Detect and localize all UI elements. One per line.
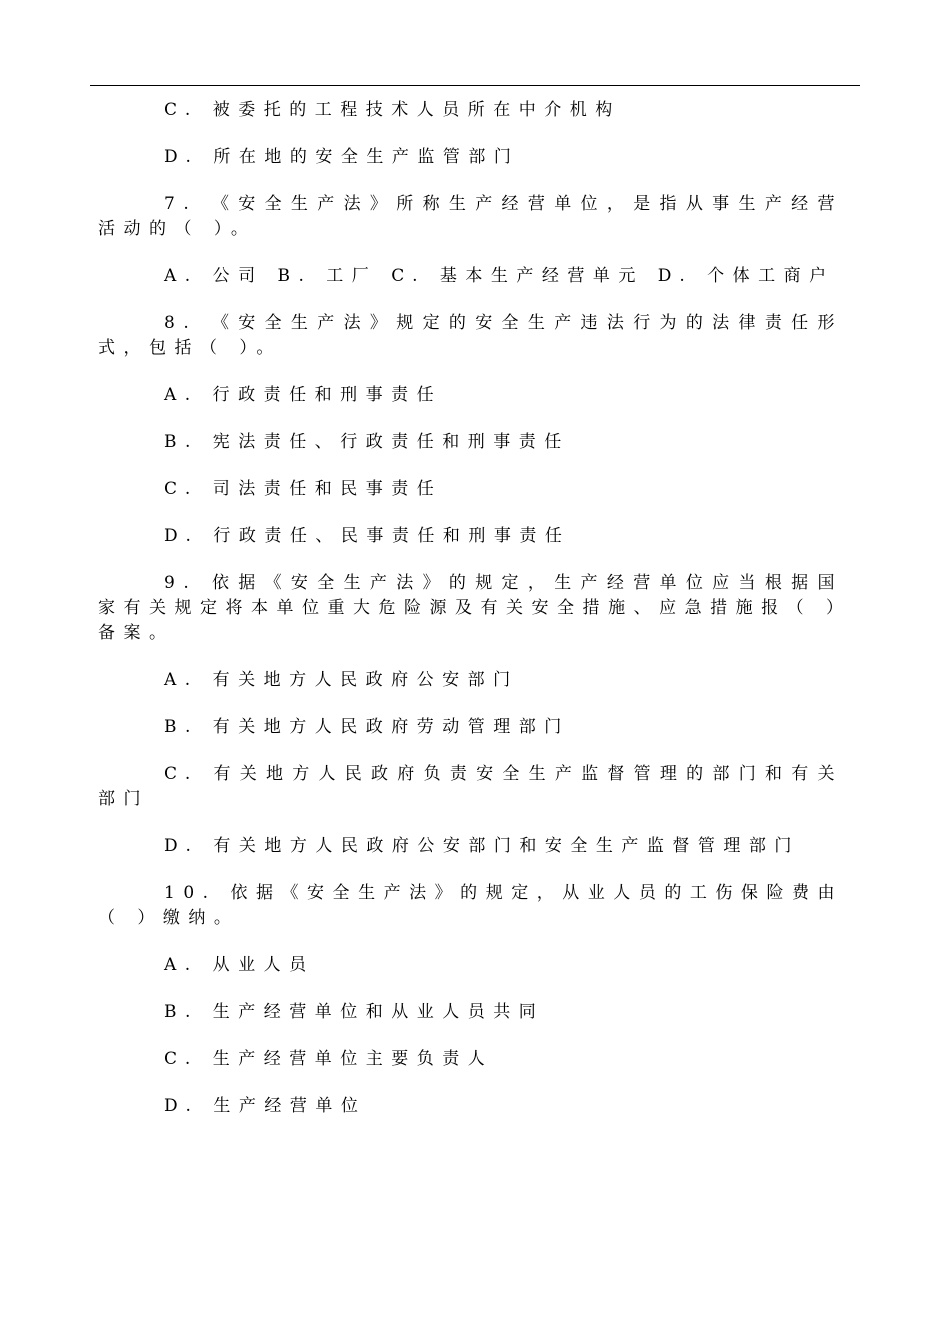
option-d-local-department: D. 所在地的安全生产监管部门	[164, 147, 520, 167]
question-10-option-a: A. 从业人员	[164, 955, 315, 975]
question-8-option-a: A. 行政责任和刑事责任	[164, 385, 443, 405]
question-9: 9. 依据《安全生产法》的规定，生产经营单位应当根据国家有关规定将本单位重大危险源及有关安全措施、应急措施报（ ）备案。	[98, 573, 843, 643]
question-7-options: A. 公司 B. 工厂 C. 基本生产经营单元 D. 个体工商户	[164, 266, 835, 286]
header-rule	[90, 85, 860, 86]
question-7: 7. 《安全生产法》所称生产经营单位，是指从事生产经营活动的（ ）。	[98, 194, 843, 239]
question-8: 8. 《安全生产法》规定的安全生产违法行为的法律责任形式，包括（ ）。	[98, 313, 843, 358]
question-9-option-a: A. 有关地方人民政府公安部门	[164, 670, 519, 690]
document-body	[98, 98, 843, 1119]
question-8-option-d: D. 行政责任、民事责任和刑事责任	[164, 526, 571, 546]
question-9-option-c: C. 有关地方人民政府负责安全生产监督管理的部门和有关部门	[98, 764, 843, 809]
question-10-option-b: B. 生产经营单位和从业人员共同	[164, 1002, 545, 1022]
question-9-option-b: B. 有关地方人民政府劳动管理部门	[164, 717, 570, 737]
question-9-option-d: D. 有关地方人民政府公安部门和安全生产监督管理部门	[164, 836, 800, 856]
question-8-option-b: B. 宪法责任、行政责任和刑事责任	[164, 432, 570, 452]
option-c-agency: C. 被委托的工程技术人员所在中介机构	[164, 100, 621, 120]
question-8-option-c: C. 司法责任和民事责任	[164, 479, 443, 499]
question-10-option-c: C. 生产经营单位主要负责人	[164, 1049, 494, 1069]
question-10: 10. 依据《安全生产法》的规定，从业人员的工伤保险费由（ ）缴纳。	[98, 883, 843, 928]
question-10-option-d: D. 生产经营单位	[164, 1096, 367, 1116]
